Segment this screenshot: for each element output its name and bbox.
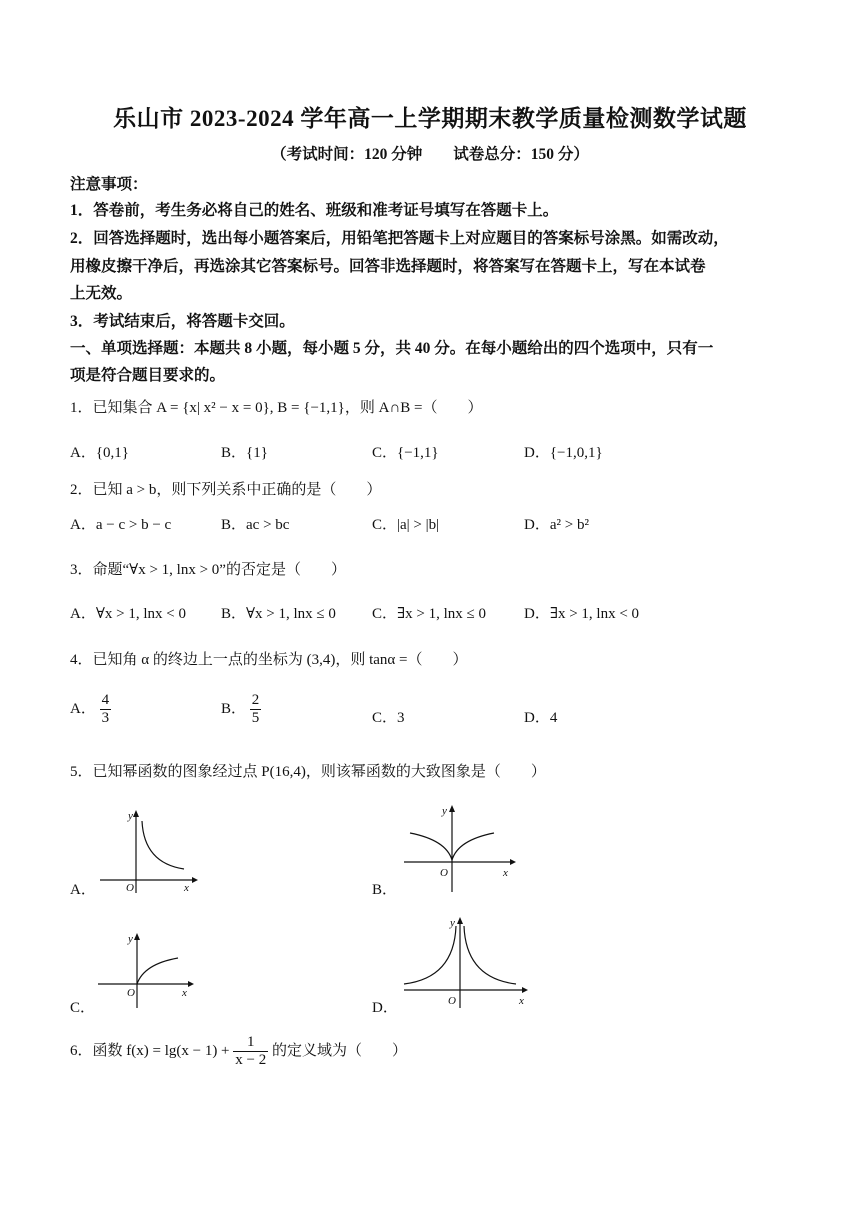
q4-option-a-label: A． [70,701,96,718]
x-axis-label: x [182,987,187,999]
y-axis-label: y [128,810,133,822]
q5-option-d: D． [372,1000,398,1016]
exam-info: （考试时间：120 分钟 试卷总分：150 分） [271,146,589,163]
q2-option-d: D．a² > b² [524,517,589,533]
fraction-numerator: 4 [100,692,112,710]
q5-option-c: C． [70,1000,96,1016]
fraction-denominator: x − 2 [235,1052,267,1069]
q4-option-b-label: B． [221,701,247,718]
q3-option-a: A．∀x > 1, lnx < 0 [70,606,186,622]
fraction-denominator: 5 [251,710,260,727]
q3-option-b: B．∀x > 1, lnx ≤ 0 [221,606,336,622]
section-heading: 一、单项选择题：本题共 8 小题，每小题 5 分，共 40 分。在每小题给出的四个选项中，只有一 [70,340,714,357]
q4-option-c: C．3 [372,710,405,726]
note-item: 1．答卷前，考生务必将自己的姓名、班级和准考证号填写在答题卡上。 [70,202,559,219]
fraction-numerator: 1 [233,1034,268,1052]
q5-option-b: B． [372,882,398,898]
origin-label: O [448,995,456,1007]
question-4-stem: 4．已知角 α 的终边上一点的坐标为 (3,4)，则 tanα =（ ） [70,652,468,668]
q4-option-b [221,692,261,728]
note-item: 上无效。 [70,285,133,302]
fraction-denominator: 3 [101,710,110,727]
origin-label: O [440,867,448,879]
q3-option-c: C．∃x > 1, lnx ≤ 0 [372,606,487,622]
q4-option-a [70,692,111,728]
graph-option-d [398,912,538,1010]
q3-option-d: D．∃x > 1, lnx < 0 [524,606,640,622]
question-3-stem: 3．命题“∀x > 1, lnx > 0”的否定是（ ） [70,562,346,578]
q2-option-b: B．ac > bc [221,517,290,533]
fraction-numerator: 2 [250,692,262,710]
note-item: 用橡皮擦干净后，再选涂其它答案标号。回答非选择题时，将答案写在答题卡上，写在本试卷 [70,258,706,275]
q1-option-d: D．{−1,0,1} [524,445,603,461]
x-axis-label: x [519,995,524,1007]
q2-option-a: A．a − c > b − c [70,517,172,533]
q1-option-a: A．{0,1} [70,445,129,461]
y-axis-label: y [450,917,455,929]
question-5-stem: 5．已知幂函数的图象经过点 P(16,4)，则该幂函数的大致图象是（ ） [70,764,546,780]
question-6-stem [70,1034,407,1070]
question-1-stem: 1．已知集合 A = {x| x² − x = 0}, B = {−1,1}，则 A∩B =（ ） [70,400,483,416]
graph-option-c [92,928,202,1010]
question-2-stem: 2．已知 a > b，则下列关系中正确的是（ ） [70,482,382,498]
x-axis-label: x [503,867,508,879]
q4-option-b-fraction [250,692,262,728]
y-axis-label: y [442,805,447,817]
q6-fraction [233,1034,268,1070]
q2-option-c: C．|a| > |b| [372,517,440,533]
section-heading-cont: 项是符合题目要求的。 [70,367,226,384]
q1-option-c: C．{−1,1} [372,445,439,461]
q4-option-a-fraction [100,692,112,728]
graph-option-b [398,800,528,895]
page-title: 乐山市 2023-2024 学年高一上学期期末教学质量检测数学试题 [113,106,747,131]
y-axis-label: y [128,933,133,945]
origin-label: O [126,882,134,894]
q4-option-d: D．4 [524,710,558,726]
q6-stem-start: 6．函数 f(x) = lg(x − 1) + [70,1043,234,1060]
origin-label: O [127,987,135,999]
note-item: 2．回答选择题时，选出每小题答案后，用铅笔把答题卡上对应题目的答案标号涂黑。如需改动， [70,230,729,247]
q1-option-b: B．{1} [221,445,268,461]
q5-option-a: A． [70,882,96,898]
note-item: 3．考试结束后，将答题卡交回。 [70,313,295,330]
graph-option-a [92,805,202,895]
notes-heading: 注意事项： [70,176,148,193]
q6-stem-end: 的定义域为（ ） [272,1043,408,1060]
x-axis-label: x [184,882,189,894]
